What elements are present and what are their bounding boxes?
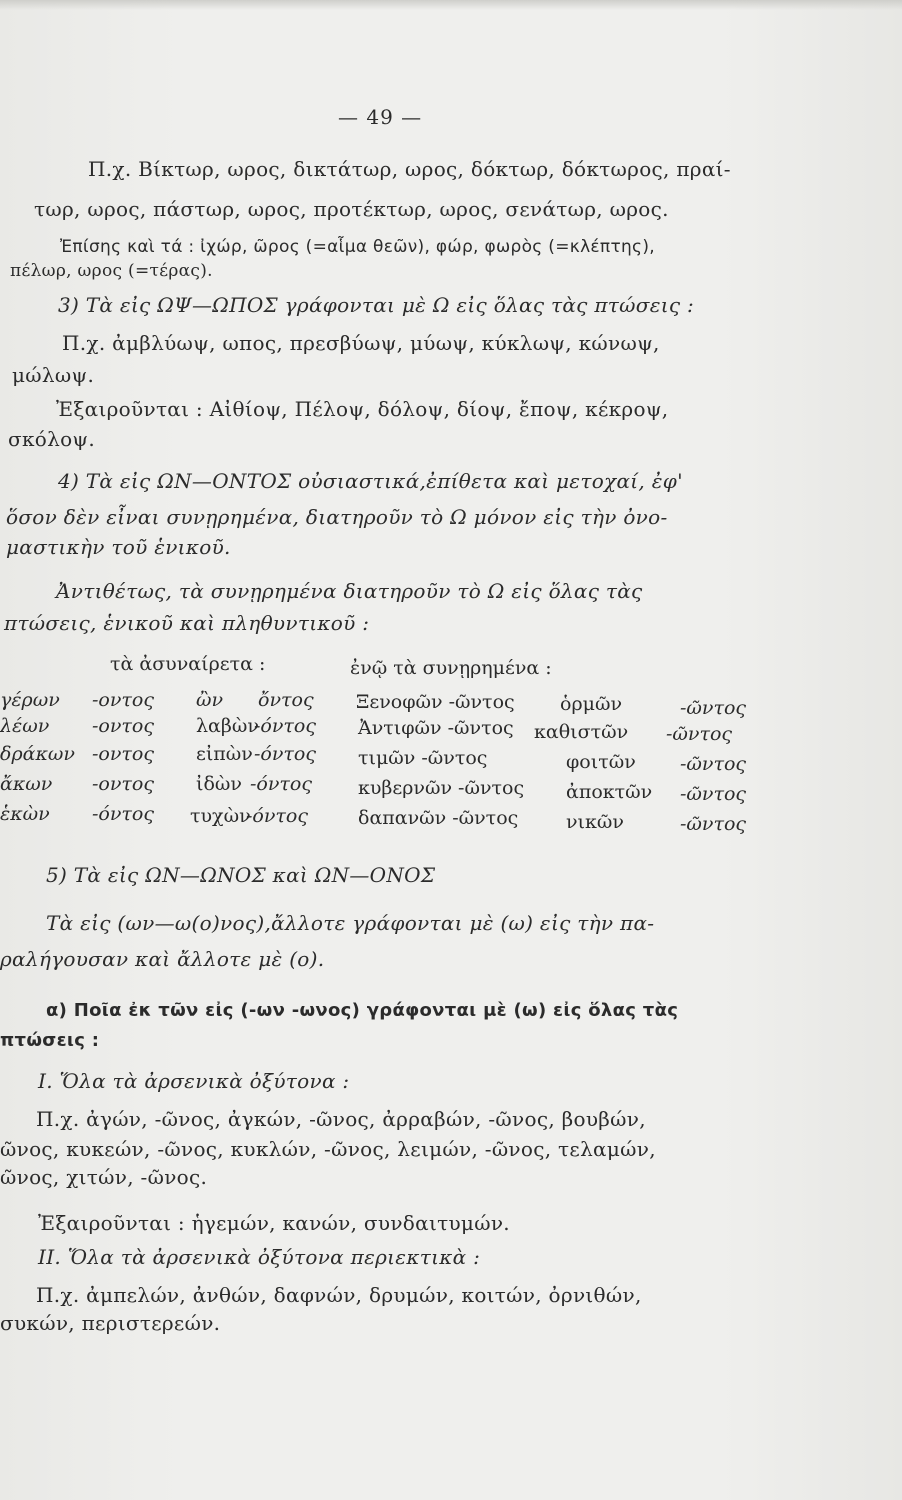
text-line: μώλωψ. [12,363,95,387]
text-line: Ἐξαιροῦνται : ἡγεμών, κανών, συνδαιτυμών. [38,1211,510,1235]
table-cell: καθιστῶν [534,721,629,743]
table-cell: -οντος [92,773,155,795]
table-cell: ἄκων [0,773,53,795]
table-cell: -όντος [250,773,313,795]
table-cell: ὢν [196,689,224,711]
table-cell: -οντος [92,689,155,711]
text-line: πέλωρ, ωρος (=τέρας). [10,261,213,281]
table-cell: φοιτῶν [566,751,636,773]
table-cell: -όντος [92,803,155,825]
table-cell: λέων [0,715,50,737]
table-cell: -όντος [246,805,309,827]
text-line: συκών, περιστερεών. [0,1311,221,1335]
table-cell: -οντος [92,743,155,765]
table-cell: ἀποκτῶν [566,781,653,803]
table-cell: γέρων [0,689,60,711]
table-cell: Ξενοφῶν -ῶντος [356,691,515,713]
section-heading: 4) Τὰ εἰς ΩΝ—ΟΝΤΟΣ οὐσιαστικά,ἐπίθετα καὶ μετοχαί, ἐφ' [58,469,683,493]
subsection-heading: ΙΙ. Ὅλα τὰ ἀρσενικὰ ὀξύτονα περιεκτικὰ : [38,1245,481,1269]
table-cell: -οντος [92,715,155,737]
text-line: Π.χ. ἀγών, -ῶνος, ἀγκών, -ῶνος, ἀρραβών, -ῶνος, βουβών, [36,1107,646,1131]
table-cell: τιμῶν -ῶντος [358,747,488,769]
text-line: ραλήγουσαν καὶ ἄλλοτε μὲ (ο). [0,947,325,971]
table-heading-left: τὰ ἀσυναίρετα : [110,653,266,675]
subsection-heading: Ι. Ὅλα τὰ ἀρσενικὰ ὀξύτονα : [38,1069,350,1093]
page-number: — 49 — [338,105,423,129]
text-line: Ἀντιθέτως, τὰ συνῃρημένα διατηροῦν τὸ Ω εἰς ὅλας τὰς [56,579,643,603]
text-line: τωρ, ωρος, πάστωρ, ωρος, προτέκτωρ, ωρος, σενάτωρ, ωρος. [34,197,669,221]
text-line: πτώσεις, ἑνικοῦ καὶ πληθυντικοῦ : [4,611,370,635]
text-line: ὅσον δὲν εἶναι συνῃρημένα, διατηροῦν τὸ Ω μόνον εἰς τὴν ὀνο- [6,505,668,529]
table-cell: τυχὼν [190,805,251,827]
text-line: Ἐπίσης καὶ τά : ἰχώρ, ῶρος (=αἷμα θεῶν), φώρ, φωρὸς (=κλέπτης), [60,237,655,257]
table-cell: Ἀντιφῶν -ῶντος [358,717,514,739]
table-cell: δαπανῶν -ῶντος [358,807,519,829]
table-cell: κυβερνῶν -ῶντος [358,777,525,799]
table-cell: ἑκὼν [0,803,50,825]
table-cell: ὁρμῶν [560,693,623,715]
table-cell: -όντος [254,743,317,765]
table-cell: νικῶν [566,811,624,833]
text-line: Τὰ εἰς (ων—ω(ο)νος),ἄλλοτε γράφονται μὲ (ω) εἰς τὴν πα- [46,911,655,935]
table-cell: εἰπὼν [196,743,253,765]
text-line: Π.χ. ἀμβλύωψ, ωπος, πρεσβύωψ, μύωψ, κύκλωψ, κώνωψ, [62,331,660,355]
table-cell: -ῶντος [680,697,747,719]
table-cell: ἰδὼν [196,773,242,795]
table-cell: -ῶντος [666,723,733,745]
text-line: πτώσεις : [0,1030,100,1051]
text-line: μαστικὴν τοῦ ἑνικοῦ. [6,535,231,559]
table-cell: δράκων [0,743,75,765]
text-line: Ἐξαιροῦνται : Αἰθίοψ, Πέλοψ, δόλοψ, δίοψ, ἔποψ, κέκροψ, [56,397,669,421]
table-cell: ὄντος [258,689,314,711]
table-cell: -ῶντος [680,813,747,835]
text-line: ῶνος, κυκεών, -ῶνος, κυκλών, -ῶνος, λειμών, -ῶνος, τελαμών, [0,1137,656,1161]
table-cell: λαβὼν [196,715,259,737]
subsection-heading: α) Ποῖα ἐκ τῶν εἰς (-ων -ωνος) γράφονται μὲ (ω) εἰς ὅλας τὰς [46,1000,679,1021]
table-cell: -ῶντος [680,753,747,775]
section-heading: 3) Τὰ εἰς ΩΨ—ΩΠΟΣ γράφονται μὲ Ω εἰς ὅλας τὰς πτώσεις : [58,293,695,317]
table-cell: -ῶντος [680,783,747,805]
table-cell: -όντος [254,715,317,737]
page-top-edge [0,0,902,10]
text-line: Π.χ. ἀμπελών, ἀνθών, δαφνών, δρυμών, κοιτών, ὀρνιθών, [36,1283,642,1307]
text-line: σκόλοψ. [8,427,96,451]
table-heading-right: ἐνῷ τὰ συνῃρημένα : [350,657,552,679]
text-line: Π.χ. Βίκτωρ, ωρος, δικτάτωρ, ωρος, δόκτωρ, δόκτωρος, πραί- [88,157,731,181]
text-line: ῶνος, χιτών, -ῶνος. [0,1165,208,1189]
section-heading: 5) Τὰ εἰς ΩΝ—ΩΝΟΣ καὶ ΩΝ—ΟΝΟΣ [46,863,436,887]
